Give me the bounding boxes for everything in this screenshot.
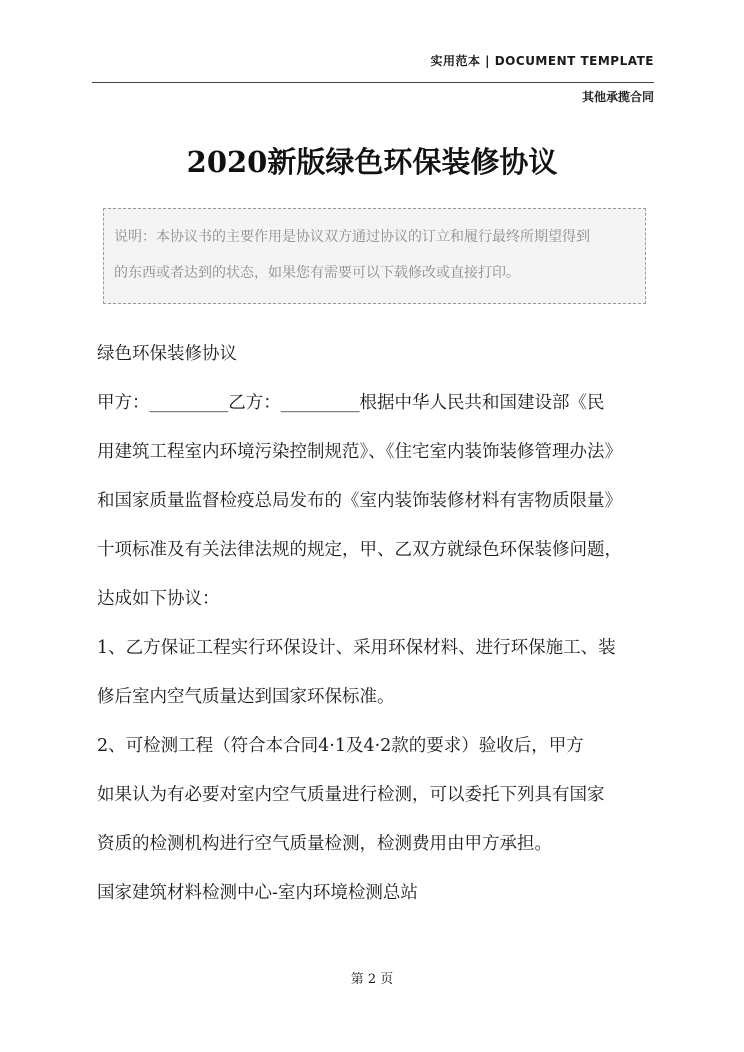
header-category-label: 其他承揽合同 — [581, 90, 654, 104]
agreement-body — [97, 330, 657, 918]
note-line: 的东西或者达到的状态，如果您有需要可以下载修改或直接打印。 — [114, 265, 520, 281]
body-line: 1、乙方保证工程实行环保设计、采用环保材料、进行环保施工、装 — [97, 638, 616, 658]
body-line: 资质的检测机构进行空气质量检测，检测费用由甲方承担。 — [97, 834, 552, 854]
page-number: 第 2 页 — [350, 972, 394, 987]
note-line: 说明：本协议书的主要作用是协议双方通过协议的订立和履行最终所期望得到 — [114, 229, 590, 245]
body-line: 修后室内空气质量达到国家环保标准。 — [97, 687, 395, 707]
body-line: 如果认为有必要对室内空气质量进行检测，可以委托下列具有国家 — [97, 785, 605, 805]
body-line: 十项标准及有关法律法规的规定，甲、乙双方就绿色环保装修问题， — [97, 540, 622, 560]
body-line: 用建筑工程室内环境污染控制规范》、《住宅室内装饰装修管理办法》 — [97, 442, 622, 462]
body-line: 甲方：_________乙方：_________根据中华人民共和国建设部《民 — [97, 393, 605, 413]
document-title: 2020新版绿色环保装修协议 — [186, 145, 558, 179]
description-note-box — [103, 208, 646, 304]
body-line: 达成如下协议： — [97, 589, 220, 609]
header-divider — [92, 82, 654, 83]
header-template-label: 实用范本 | DOCUMENT TEMPLATE — [430, 54, 654, 68]
agreement-subtitle: 绿色环保装修协议 — [97, 344, 237, 364]
body-line: 2、可检测工程（符合本合同4·1及4·2款的要求）验收后，甲方 — [97, 736, 584, 756]
body-line: 和国家质量监督检疫总局发布的《室内装饰装修材料有害物质限量》 — [97, 491, 622, 511]
body-line: 国家建筑材料检测中心-室内环境检测总站 — [97, 883, 418, 903]
